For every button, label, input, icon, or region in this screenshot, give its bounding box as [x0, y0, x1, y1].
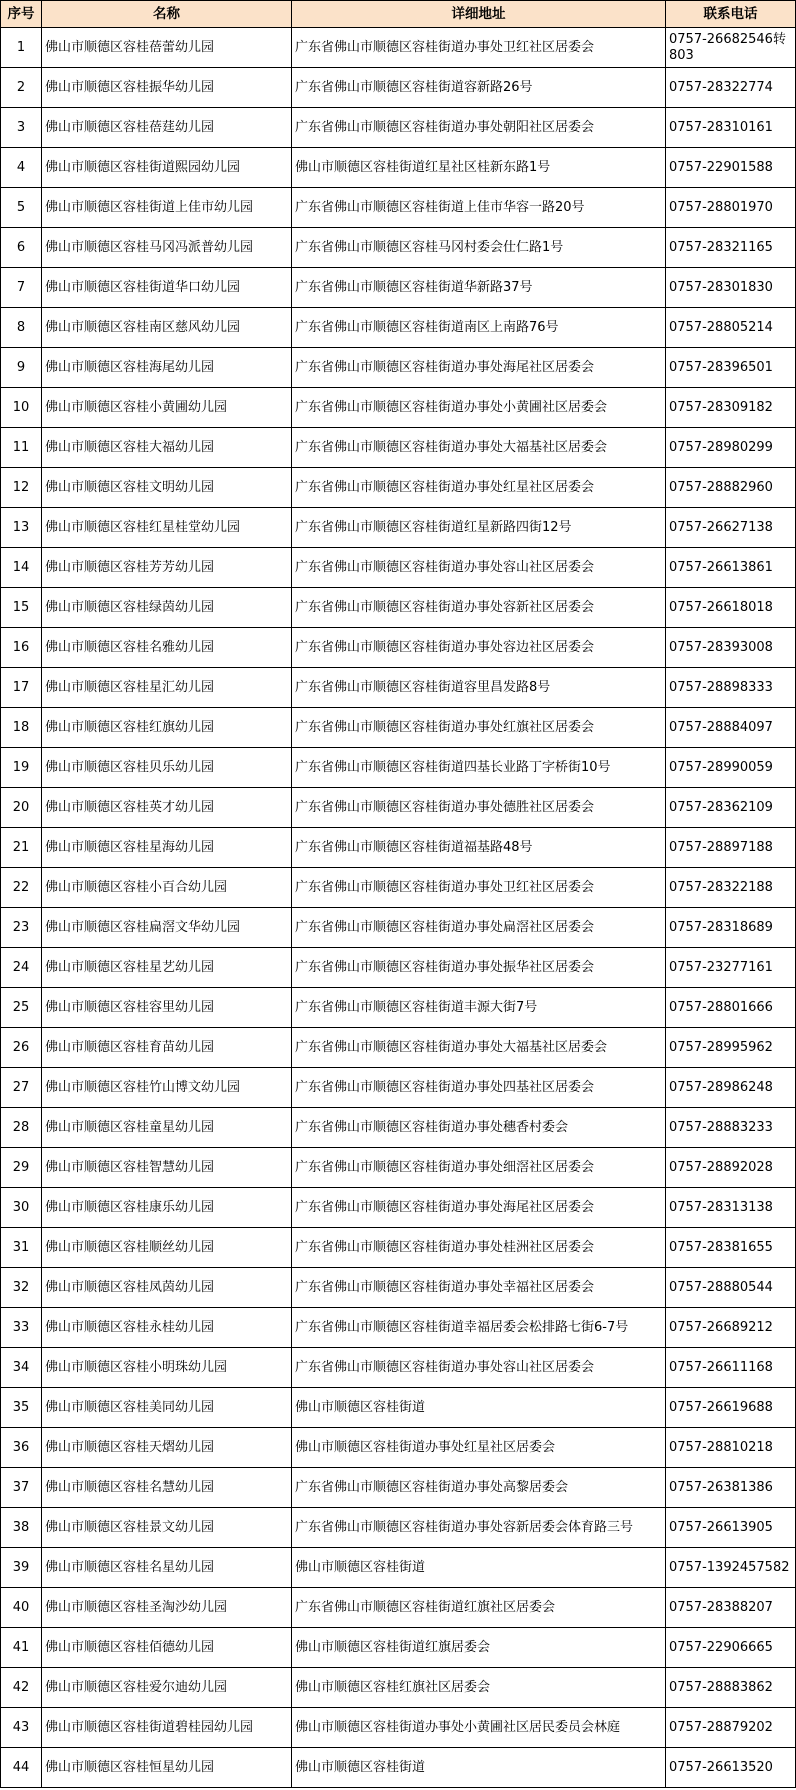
kindergarten-name: 佛山市顺德区容桂南区慈风幼儿园	[42, 308, 292, 348]
kindergarten-address: 广东省佛山市顺德区容桂街道办事处细滘社区居委会	[292, 1148, 666, 1188]
row-index: 7	[1, 268, 42, 308]
table-row	[1, 1548, 796, 1588]
header-address: 详细地址	[292, 1, 666, 28]
row-index: 26	[1, 1028, 42, 1068]
phone-number: 0757-28883233	[666, 1108, 796, 1148]
phone-number: 0757-28310161	[666, 108, 796, 148]
table-header-row	[1, 1, 796, 28]
table-row	[1, 988, 796, 1028]
row-index: 17	[1, 668, 42, 708]
row-index: 37	[1, 1468, 42, 1508]
phone-number: 0757-28879202	[666, 1708, 796, 1748]
row-index: 15	[1, 588, 42, 628]
kindergarten-address: 广东省佛山市顺德区容桂街道办事处容新社区居委会	[292, 588, 666, 628]
phone-number: 0757-22901588	[666, 148, 796, 188]
table-row	[1, 908, 796, 948]
table-row	[1, 668, 796, 708]
row-index: 5	[1, 188, 42, 228]
table-row	[1, 1308, 796, 1348]
kindergarten-address: 佛山市顺德区容桂街道红旗居委会	[292, 1628, 666, 1668]
header-phone: 联系电话	[666, 1, 796, 28]
header-name: 名称	[42, 1, 292, 28]
kindergarten-name: 佛山市顺德区容桂智慧幼儿园	[42, 1148, 292, 1188]
kindergarten-name: 佛山市顺德区容桂爱尔迪幼儿园	[42, 1668, 292, 1708]
table-row	[1, 1148, 796, 1188]
phone-number: 0757-28396501	[666, 348, 796, 388]
kindergarten-address: 广东省佛山市顺德区容桂街道丰源大街7号	[292, 988, 666, 1028]
phone-number: 0757-28801666	[666, 988, 796, 1028]
kindergarten-name: 佛山市顺德区容桂永桂幼儿园	[42, 1308, 292, 1348]
row-index: 2	[1, 68, 42, 108]
kindergarten-address: 广东省佛山市顺德区容桂街道上佳市华容一路20号	[292, 188, 666, 228]
kindergarten-name: 佛山市顺德区容桂街道熙园幼儿园	[42, 148, 292, 188]
table-row	[1, 1628, 796, 1668]
kindergarten-address: 广东省佛山市顺德区容桂街道办事处扁滘社区居委会	[292, 908, 666, 948]
row-index: 27	[1, 1068, 42, 1108]
kindergarten-name: 佛山市顺德区容桂佰德幼儿园	[42, 1628, 292, 1668]
kindergarten-address: 广东省佛山市顺德区容桂街道红旗社区居委会	[292, 1588, 666, 1628]
row-index: 32	[1, 1268, 42, 1308]
table-row	[1, 468, 796, 508]
kindergarten-name: 佛山市顺德区容桂育苗幼儿园	[42, 1028, 292, 1068]
row-index: 11	[1, 428, 42, 468]
kindergarten-name: 佛山市顺德区容桂美同幼儿园	[42, 1388, 292, 1428]
kindergarten-address: 广东省佛山市顺德区容桂街道办事处小黄圃社区居委会	[292, 388, 666, 428]
kindergarten-address: 佛山市顺德区容桂街道	[292, 1548, 666, 1588]
kindergarten-address: 佛山市顺德区容桂街道红星社区桂新东路1号	[292, 148, 666, 188]
phone-number: 0757-28990059	[666, 748, 796, 788]
table-row	[1, 1108, 796, 1148]
table-row	[1, 508, 796, 548]
phone-number: 0757-28882960	[666, 468, 796, 508]
row-index: 28	[1, 1108, 42, 1148]
kindergarten-name: 佛山市顺德区容桂红星桂堂幼儿园	[42, 508, 292, 548]
phone-number: 0757-28381655	[666, 1228, 796, 1268]
table-row	[1, 388, 796, 428]
kindergarten-name: 佛山市顺德区容桂竹山博文幼儿园	[42, 1068, 292, 1108]
table-row	[1, 1428, 796, 1468]
row-index: 4	[1, 148, 42, 188]
row-index: 34	[1, 1348, 42, 1388]
table-row	[1, 548, 796, 588]
kindergarten-address: 佛山市顺德区容桂街道	[292, 1748, 666, 1788]
phone-number: 0757-22906665	[666, 1628, 796, 1668]
table-row	[1, 1028, 796, 1068]
phone-number: 0757-28393008	[666, 628, 796, 668]
row-index: 40	[1, 1588, 42, 1628]
table-row	[1, 428, 796, 468]
kindergarten-address: 佛山市顺德区容桂街道办事处小黄圃社区居民委员会林庭	[292, 1708, 666, 1748]
kindergarten-address: 广东省佛山市顺德区容桂街道办事处德胜社区居委会	[292, 788, 666, 828]
kindergarten-name: 佛山市顺德区容桂扁滘文华幼儿园	[42, 908, 292, 948]
table-row	[1, 68, 796, 108]
table-row	[1, 148, 796, 188]
row-index: 44	[1, 1748, 42, 1788]
row-index: 43	[1, 1708, 42, 1748]
kindergarten-address: 广东省佛山市顺德区容桂街道办事处红旗社区居委会	[292, 708, 666, 748]
row-index: 16	[1, 628, 42, 668]
row-index: 1	[1, 28, 42, 68]
header-index: 序号	[1, 1, 42, 28]
kindergarten-name: 佛山市顺德区容桂振华幼儿园	[42, 68, 292, 108]
row-index: 6	[1, 228, 42, 268]
kindergarten-name: 佛山市顺德区容桂小明珠幼儿园	[42, 1348, 292, 1388]
kindergarten-name: 佛山市顺德区容桂天熠幼儿园	[42, 1428, 292, 1468]
table-row	[1, 1228, 796, 1268]
row-index: 23	[1, 908, 42, 948]
kindergarten-name: 佛山市顺德区容桂名星幼儿园	[42, 1548, 292, 1588]
table-row	[1, 1508, 796, 1548]
kindergarten-name: 佛山市顺德区容桂文明幼儿园	[42, 468, 292, 508]
phone-number: 0757-26689212	[666, 1308, 796, 1348]
table-row	[1, 308, 796, 348]
kindergarten-address: 广东省佛山市顺德区容桂街道办事处四基社区居委会	[292, 1068, 666, 1108]
kindergarten-address: 广东省佛山市顺德区容桂街道办事处红星社区居委会	[292, 468, 666, 508]
kindergarten-address: 广东省佛山市顺德区容桂街道办事处大福基社区居委会	[292, 428, 666, 468]
table-body	[1, 28, 796, 1788]
table-row	[1, 1588, 796, 1628]
row-index: 24	[1, 948, 42, 988]
row-index: 30	[1, 1188, 42, 1228]
row-index: 33	[1, 1308, 42, 1348]
phone-number: 0757-28322774	[666, 68, 796, 108]
kindergarten-name: 佛山市顺德区容桂蓓莛幼儿园	[42, 108, 292, 148]
phone-number: 0757-28805214	[666, 308, 796, 348]
kindergarten-name: 佛山市顺德区容桂小百合幼儿园	[42, 868, 292, 908]
row-index: 3	[1, 108, 42, 148]
phone-number: 0757-28313138	[666, 1188, 796, 1228]
table-row	[1, 1708, 796, 1748]
kindergarten-address: 广东省佛山市顺德区容桂街道办事处容山社区居委会	[292, 1348, 666, 1388]
row-index: 14	[1, 548, 42, 588]
row-index: 39	[1, 1548, 42, 1588]
table-row	[1, 828, 796, 868]
kindergarten-address: 广东省佛山市顺德区容桂街道红星新路四街12号	[292, 508, 666, 548]
kindergarten-address: 广东省佛山市顺德区容桂街道办事处容新居委会体育路三号	[292, 1508, 666, 1548]
phone-number: 0757-28897188	[666, 828, 796, 868]
kindergarten-address: 广东省佛山市顺德区容桂街道办事处高黎居委会	[292, 1468, 666, 1508]
kindergarten-address: 广东省佛山市顺德区容桂街道福基路48号	[292, 828, 666, 868]
row-index: 31	[1, 1228, 42, 1268]
row-index: 18	[1, 708, 42, 748]
phone-number: 0757-28318689	[666, 908, 796, 948]
kindergarten-name: 佛山市顺德区容桂芳芳幼儿园	[42, 548, 292, 588]
table-row	[1, 1268, 796, 1308]
kindergarten-name: 佛山市顺德区容桂童星幼儿园	[42, 1108, 292, 1148]
row-index: 22	[1, 868, 42, 908]
row-index: 8	[1, 308, 42, 348]
kindergarten-address: 广东省佛山市顺德区容桂街道办事处桂洲社区居委会	[292, 1228, 666, 1268]
table-row	[1, 748, 796, 788]
phone-number: 0757-28322188	[666, 868, 796, 908]
table-row	[1, 228, 796, 268]
row-index: 29	[1, 1148, 42, 1188]
kindergarten-name: 佛山市顺德区容桂凤茵幼儿园	[42, 1268, 292, 1308]
row-index: 21	[1, 828, 42, 868]
kindergarten-name: 佛山市顺德区容桂蓓蕾幼儿园	[42, 28, 292, 68]
kindergarten-address: 广东省佛山市顺德区容桂街道华新路37号	[292, 268, 666, 308]
phone-number: 0757-26619688	[666, 1388, 796, 1428]
phone-number: 0757-1392457582	[666, 1548, 796, 1588]
kindergarten-name: 佛山市顺德区容桂容里幼儿园	[42, 988, 292, 1028]
kindergarten-name: 佛山市顺德区容桂贝乐幼儿园	[42, 748, 292, 788]
phone-number: 0757-28986248	[666, 1068, 796, 1108]
phone-number: 0757-28321165	[666, 228, 796, 268]
kindergarten-name: 佛山市顺德区容桂星海幼儿园	[42, 828, 292, 868]
kindergarten-address: 广东省佛山市顺德区容桂街道幸福居委会松排路七街6-7号	[292, 1308, 666, 1348]
kindergarten-address: 广东省佛山市顺德区容桂街道办事处卫红社区居委会	[292, 868, 666, 908]
table-row	[1, 188, 796, 228]
table-row	[1, 948, 796, 988]
kindergarten-address: 广东省佛山市顺德区容桂街道办事处海尾社区居委会	[292, 1188, 666, 1228]
kindergarten-name: 佛山市顺德区容桂街道华口幼儿园	[42, 268, 292, 308]
kindergarten-address: 广东省佛山市顺德区容桂街道办事处容边社区居委会	[292, 628, 666, 668]
kindergarten-address: 广东省佛山市顺德区容桂街道容里昌发路8号	[292, 668, 666, 708]
row-index: 36	[1, 1428, 42, 1468]
row-index: 38	[1, 1508, 42, 1548]
row-index: 19	[1, 748, 42, 788]
kindergarten-name: 佛山市顺德区容桂星艺幼儿园	[42, 948, 292, 988]
table-row	[1, 788, 796, 828]
phone-number: 0757-23277161	[666, 948, 796, 988]
kindergarten-name: 佛山市顺德区容桂景文幼儿园	[42, 1508, 292, 1548]
phone-number: 0757-28883862	[666, 1668, 796, 1708]
table-row	[1, 1748, 796, 1788]
row-index: 9	[1, 348, 42, 388]
kindergarten-address: 广东省佛山市顺德区容桂街道办事处穗香村委会	[292, 1108, 666, 1148]
table-row	[1, 108, 796, 148]
table-row	[1, 1348, 796, 1388]
row-index: 35	[1, 1388, 42, 1428]
kindergarten-name: 佛山市顺德区容桂星汇幼儿园	[42, 668, 292, 708]
phone-number: 0757-28301830	[666, 268, 796, 308]
phone-number: 0757-28362109	[666, 788, 796, 828]
kindergarten-name: 佛山市顺德区容桂街道上佳市幼儿园	[42, 188, 292, 228]
phone-number: 0757-28980299	[666, 428, 796, 468]
kindergarten-address: 佛山市顺德区容桂红旗社区居委会	[292, 1668, 666, 1708]
kindergarten-name: 佛山市顺德区容桂圣淘沙幼儿园	[42, 1588, 292, 1628]
kindergarten-address: 广东省佛山市顺德区容桂街道办事处幸福社区居委会	[292, 1268, 666, 1308]
phone-number: 0757-26613905	[666, 1508, 796, 1548]
table-row	[1, 1388, 796, 1428]
kindergarten-name: 佛山市顺德区容桂街道碧桂园幼儿园	[42, 1708, 292, 1748]
kindergarten-address: 广东省佛山市顺德区容桂街道办事处卫红社区居委会	[292, 28, 666, 68]
phone-number: 0757-28880544	[666, 1268, 796, 1308]
row-index: 25	[1, 988, 42, 1028]
kindergarten-name: 佛山市顺德区容桂绿茵幼儿园	[42, 588, 292, 628]
kindergarten-address: 广东省佛山市顺德区容桂马冈村委会仕仁路1号	[292, 228, 666, 268]
phone-number: 0757-26613861	[666, 548, 796, 588]
phone-number: 0757-26381386	[666, 1468, 796, 1508]
kindergarten-name: 佛山市顺德区容桂红旗幼儿园	[42, 708, 292, 748]
phone-number: 0757-26627138	[666, 508, 796, 548]
kindergarten-name: 佛山市顺德区容桂康乐幼儿园	[42, 1188, 292, 1228]
kindergarten-address: 广东省佛山市顺德区容桂街道四基长业路丁字桥街10号	[292, 748, 666, 788]
phone-number: 0757-28884097	[666, 708, 796, 748]
table-row	[1, 708, 796, 748]
kindergarten-address: 佛山市顺德区容桂街道	[292, 1388, 666, 1428]
kindergarten-name: 佛山市顺德区容桂马冈冯派普幼儿园	[42, 228, 292, 268]
kindergarten-name: 佛山市顺德区容桂名雅幼儿园	[42, 628, 292, 668]
table-row	[1, 348, 796, 388]
phone-number: 0757-28309182	[666, 388, 796, 428]
kindergarten-name: 佛山市顺德区容桂名慧幼儿园	[42, 1468, 292, 1508]
table-row	[1, 1068, 796, 1108]
table-row	[1, 1188, 796, 1228]
table-row	[1, 628, 796, 668]
phone-number: 0757-26613520	[666, 1748, 796, 1788]
phone-number: 0757-28810218	[666, 1428, 796, 1468]
row-index: 42	[1, 1668, 42, 1708]
row-index: 10	[1, 388, 42, 428]
phone-number: 0757-26682546转803	[666, 28, 796, 68]
row-index: 20	[1, 788, 42, 828]
phone-number: 0757-28995962	[666, 1028, 796, 1068]
kindergarten-name: 佛山市顺德区容桂顺丝幼儿园	[42, 1228, 292, 1268]
kindergarten-address: 广东省佛山市顺德区容桂街道办事处朝阳社区居委会	[292, 108, 666, 148]
row-index: 41	[1, 1628, 42, 1668]
table-row	[1, 868, 796, 908]
kindergarten-address: 广东省佛山市顺德区容桂街道办事处海尾社区居委会	[292, 348, 666, 388]
phone-number: 0757-26611168	[666, 1348, 796, 1388]
row-index: 12	[1, 468, 42, 508]
kindergarten-address: 广东省佛山市顺德区容桂街道办事处大福基社区居委会	[292, 1028, 666, 1068]
kindergarten-address: 广东省佛山市顺德区容桂街道办事处振华社区居委会	[292, 948, 666, 988]
kindergarten-name: 佛山市顺德区容桂大福幼儿园	[42, 428, 292, 468]
kindergarten-address: 广东省佛山市顺德区容桂街道容新路26号	[292, 68, 666, 108]
table-row	[1, 28, 796, 68]
phone-number: 0757-28801970	[666, 188, 796, 228]
phone-number: 0757-28388207	[666, 1588, 796, 1628]
phone-number: 0757-26618018	[666, 588, 796, 628]
kindergarten-name: 佛山市顺德区容桂英才幼儿园	[42, 788, 292, 828]
table-row	[1, 1468, 796, 1508]
table-row	[1, 588, 796, 628]
kindergarten-name: 佛山市顺德区容桂海尾幼儿园	[42, 348, 292, 388]
phone-number: 0757-28892028	[666, 1148, 796, 1188]
table-row	[1, 1668, 796, 1708]
kindergarten-address: 广东省佛山市顺德区容桂街道南区上南路76号	[292, 308, 666, 348]
kindergarten-name: 佛山市顺德区容桂恒星幼儿园	[42, 1748, 292, 1788]
row-index: 13	[1, 508, 42, 548]
kindergarten-name: 佛山市顺德区容桂小黄圃幼儿园	[42, 388, 292, 428]
phone-number: 0757-28898333	[666, 668, 796, 708]
kindergarten-address: 广东省佛山市顺德区容桂街道办事处容山社区居委会	[292, 548, 666, 588]
table-row	[1, 268, 796, 308]
kindergarten-address: 佛山市顺德区容桂街道办事处红星社区居委会	[292, 1428, 666, 1468]
